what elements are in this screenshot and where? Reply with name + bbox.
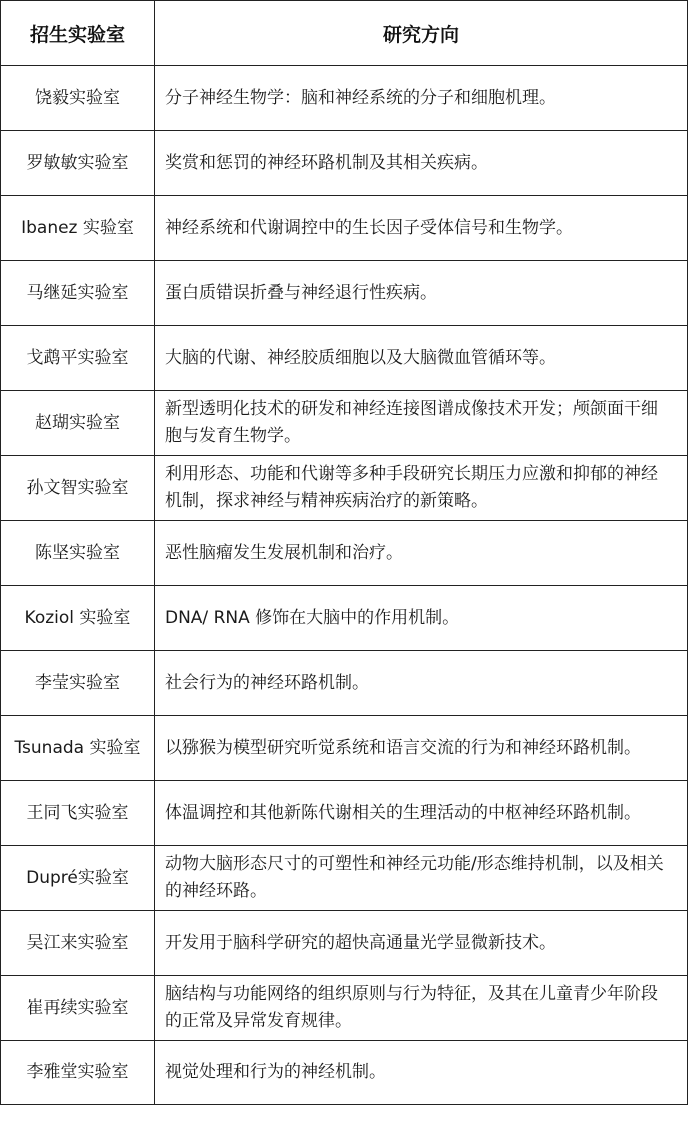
- table-row: [1, 976, 688, 1041]
- research-direction-cell: 以猕猴为模型研究听觉系统和语言交流的行为和神经环路机制。: [155, 716, 688, 781]
- research-direction-cell: 大脑的代谢、神经胶质细胞以及大脑微血管循环等。: [155, 326, 688, 391]
- column-header-direction: 研究方向: [155, 1, 688, 66]
- table-row: [1, 261, 688, 326]
- lab-name-cell: 戈鹉平实验室: [1, 326, 155, 391]
- table-row: [1, 586, 688, 651]
- research-direction-cell: 分子神经生物学：脑和神经系统的分子和细胞机理。: [155, 66, 688, 131]
- table-row: [1, 326, 688, 391]
- research-direction-cell: 社会行为的神经环路机制。: [155, 651, 688, 716]
- research-direction-cell: 神经系统和代谢调控中的生长因子受体信号和生物学。: [155, 196, 688, 261]
- research-direction-cell: 奖赏和惩罚的神经环路机制及其相关疾病。: [155, 131, 688, 196]
- lab-name-cell: Ibanez 实验室: [1, 196, 155, 261]
- table-row: [1, 391, 688, 456]
- lab-name-cell: 孙文智实验室: [1, 456, 155, 521]
- lab-name-cell: Tsunada 实验室: [1, 716, 155, 781]
- lab-name-cell: 李莹实验室: [1, 651, 155, 716]
- research-direction-cell: 视觉处理和行为的神经机制。: [155, 1041, 688, 1105]
- research-direction-cell: DNA/ RNA 修饰在大脑中的作用机制。: [155, 586, 688, 651]
- research-direction-cell: 利用形态、功能和代谢等多种手段研究长期压力应激和抑郁的神经机制，探求神经与精神疾病治疗的新策略。: [155, 456, 688, 521]
- research-direction-cell: 脑结构与功能网络的组织原则与行为特征，及其在儿童青少年阶段的正常及异常发育规律。: [155, 976, 688, 1041]
- research-direction-cell: 开发用于脑科学研究的超快高通量光学显微新技术。: [155, 911, 688, 976]
- lab-name-cell: 吴江来实验室: [1, 911, 155, 976]
- lab-name-cell: Dupré实验室: [1, 846, 155, 911]
- table-row: [1, 781, 688, 846]
- table-row: [1, 651, 688, 716]
- table-header-row: [1, 1, 688, 66]
- lab-name-cell: 李雅堂实验室: [1, 1041, 155, 1105]
- lab-name-cell: 罗敏敏实验室: [1, 131, 155, 196]
- lab-name-cell: 崔再续实验室: [1, 976, 155, 1041]
- lab-name-cell: 饶毅实验室: [1, 66, 155, 131]
- lab-name-cell: 陈坚实验室: [1, 521, 155, 586]
- research-direction-cell: 新型透明化技术的研发和神经连接图谱成像技术开发；颅颌面干细胞与发育生物学。: [155, 391, 688, 456]
- lab-name-cell: 马继延实验室: [1, 261, 155, 326]
- table-row: [1, 1041, 688, 1105]
- table-row: [1, 846, 688, 911]
- lab-name-cell: 赵瑚实验室: [1, 391, 155, 456]
- research-direction-cell: 动物大脑形态尺寸的可塑性和神经元功能/形态维持机制，以及相关的神经环路。: [155, 846, 688, 911]
- table-row: [1, 196, 688, 261]
- table-row: [1, 456, 688, 521]
- lab-name-cell: 王同飞实验室: [1, 781, 155, 846]
- column-header-lab: 招生实验室: [1, 1, 155, 66]
- research-direction-cell: 体温调控和其他新陈代谢相关的生理活动的中枢神经环路机制。: [155, 781, 688, 846]
- lab-name-cell: Koziol 实验室: [1, 586, 155, 651]
- research-direction-cell: 恶性脑瘤发生发展机制和治疗。: [155, 521, 688, 586]
- table-row: [1, 716, 688, 781]
- table-row: [1, 911, 688, 976]
- table-row: [1, 131, 688, 196]
- research-direction-cell: 蛋白质错误折叠与神经退行性疾病。: [155, 261, 688, 326]
- table-row: [1, 66, 688, 131]
- table-row: [1, 521, 688, 586]
